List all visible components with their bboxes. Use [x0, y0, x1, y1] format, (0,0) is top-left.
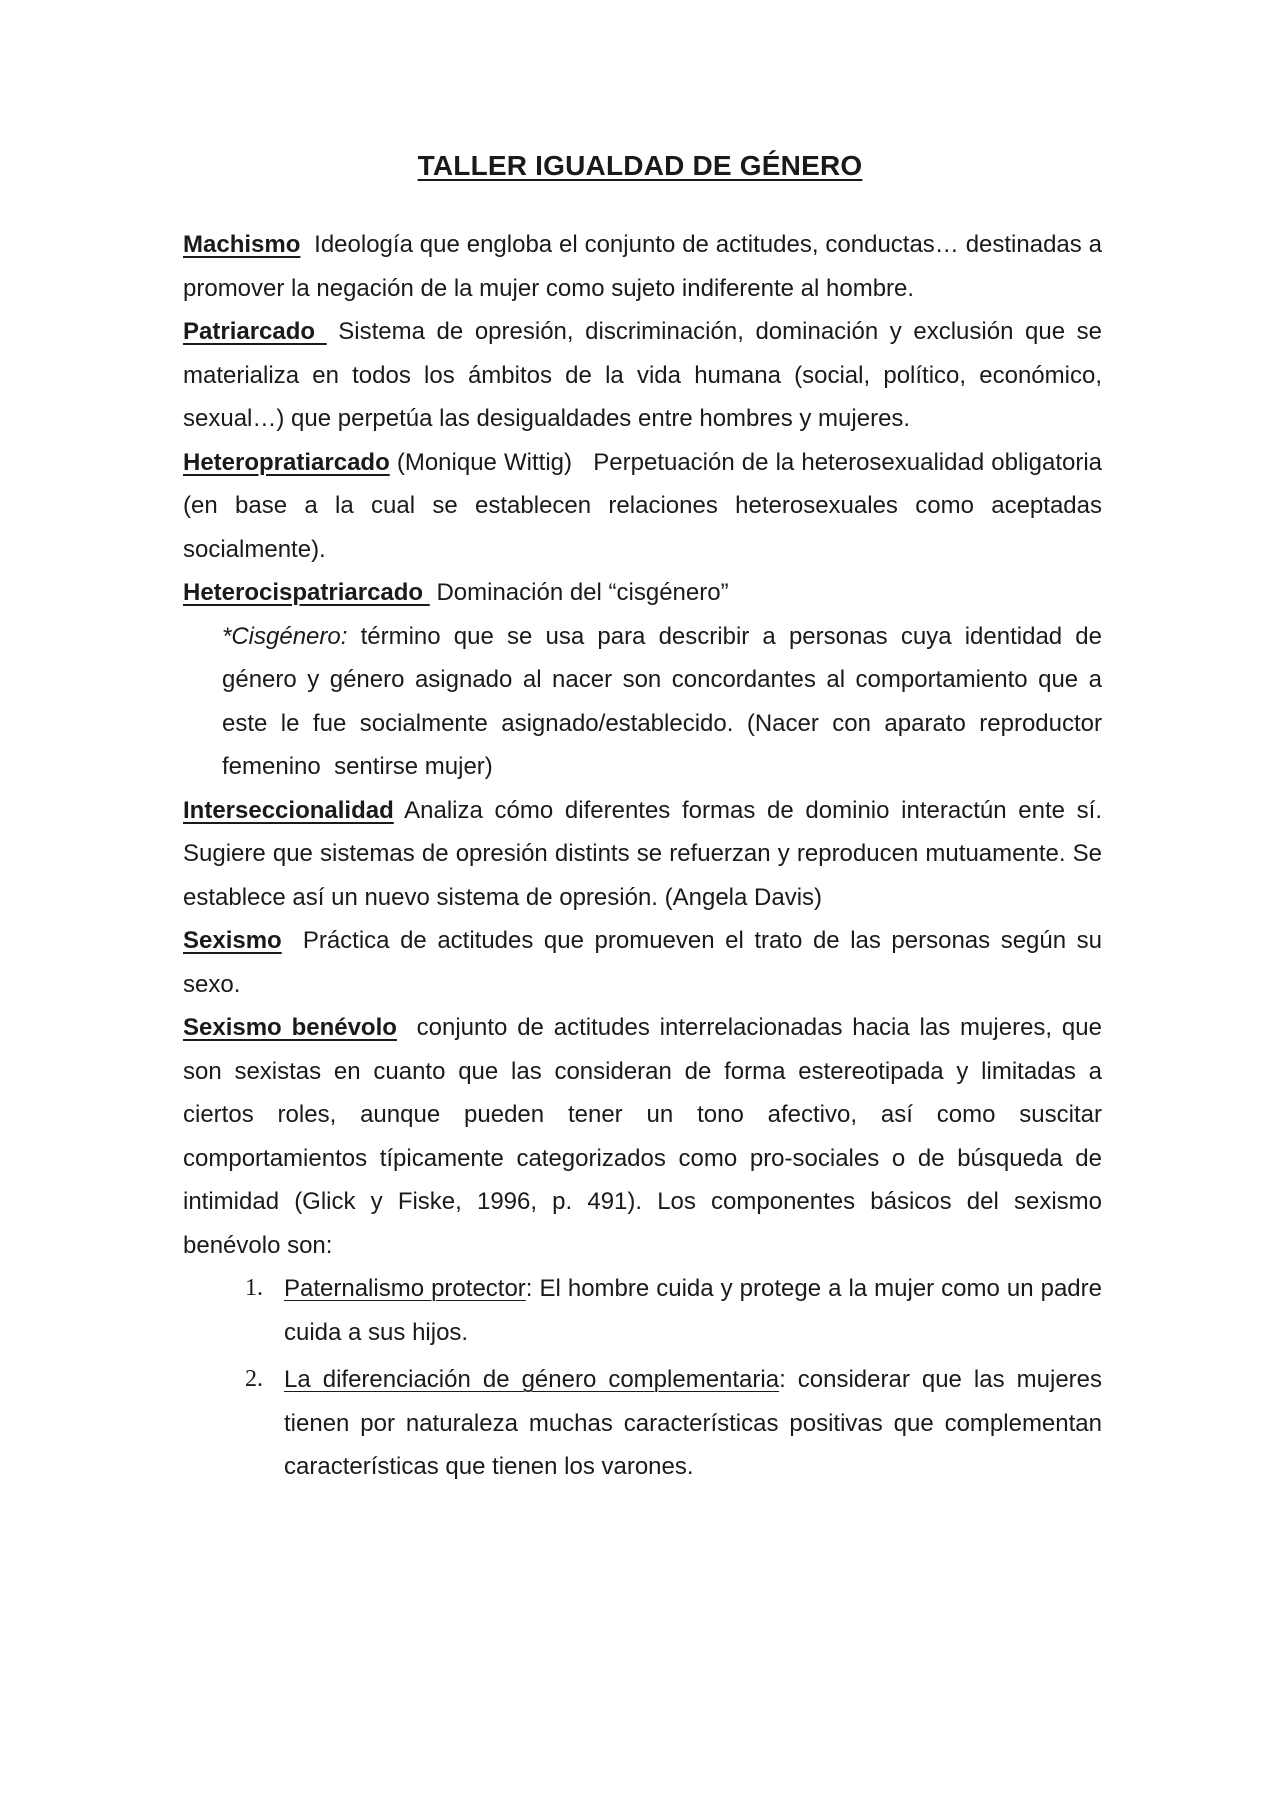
definition-interseccionalidad [183, 789, 1102, 920]
document-body [183, 223, 1109, 1493]
list-item [183, 1358, 1102, 1489]
cisgenero-note [222, 615, 1109, 789]
definition-machismo [183, 223, 1102, 310]
components-list [183, 1267, 1102, 1489]
page-title-text: TALLER IGUALDAD DE GÉNERO [417, 150, 863, 181]
cisgenero-text: término que se usa para describir a personas cuya identidad de género y género asignado al nacer son concordantes al comportamiento que a este le fue socialmente asignado/establecido. (Nacer con aparato reproductor femenino sentirse mujer) [222, 622, 1109, 780]
definition-patriarcado [183, 310, 1102, 441]
definition-text: Sistema de opresión, discriminación, dominación y exclusión que se materializa en todos los ámbitos de la vida humana (social, político, económico, sexual…) que perpetúa las desigualdades entre hombres y mujeres. [183, 318, 1102, 432]
definition-text: Práctica de actitudes que promueven el trato de las personas según su sexo. [183, 927, 1102, 998]
page-title [0, 150, 1280, 182]
definition-heterocispatriarcado [183, 571, 1102, 615]
term-patriarcado: Patriarcado [183, 318, 327, 345]
definition-text: conjunto de actitudes interrelacionadas hacia las mujeres, que son sexistas en cuanto que las consideran de forma estereotipada y limitadas a ciertos roles, aunque pueden tener un tono afectivo, así como suscitar comportamientos típicamente categorizados como pro-sociales o de búsqueda de intimidad (Glick y Fiske, 1996, p. 491). Los componentes básicos del sexismo benévolo son: [183, 1014, 1102, 1259]
definition-text: (Monique Wittig) Perpetuación de la heterosexualidad obligatoria (en base a la cual se establecen relaciones heterosexuales como aceptadas socialmente). [183, 448, 1109, 563]
term-interseccionalidad: Interseccionalidad [183, 796, 394, 824]
component-text: : El hombre cuida y protege a la mujer como un padre cuida a sus hijos. [284, 1275, 1102, 1346]
component-name: Paternalismo protector [284, 1275, 526, 1302]
list-item [183, 1267, 1102, 1354]
definition-text: Dominación del “cisgénero” [436, 579, 729, 606]
definition-text: Analiza cómo diferentes formas de dominio interactún ente sí. Sugiere que sistemas de opresión distints se refuerzan y reproducen mutuamente. Se establece así un nuevo sistema de opresión. (Angela Davis) [183, 796, 1102, 911]
cisgenero-label: *Cisgénero: [222, 622, 348, 650]
definition-sexismo [183, 919, 1102, 1006]
term-heterocispatriarcado: Heterocispatriarcado [183, 579, 430, 606]
component-text: : considerar que las mujeres tienen por naturaleza muchas características positivas que complementan características que tienen los varones. [284, 1366, 1102, 1480]
term-sexismo: Sexismo [183, 927, 282, 954]
list-item-number: 1. [245, 1275, 263, 1301]
definition-text: Ideología que engloba el conjunto de actitudes, conductas… destinadas a promover la negación de la mujer como sujeto indiferente al hombre. [183, 231, 1103, 302]
definition-sexismo-benevolo [183, 1006, 1102, 1267]
term-machismo: Machismo [183, 231, 301, 258]
term-heteropratiarcado: Heteropratiarcado [183, 448, 390, 476]
list-item-number: 2. [245, 1366, 263, 1392]
definition-heteropratiarcado [183, 441, 1109, 572]
term-sexismo-benevolo: Sexismo benévolo [183, 1014, 397, 1041]
component-name: La diferenciación de género complementaria [284, 1366, 780, 1393]
